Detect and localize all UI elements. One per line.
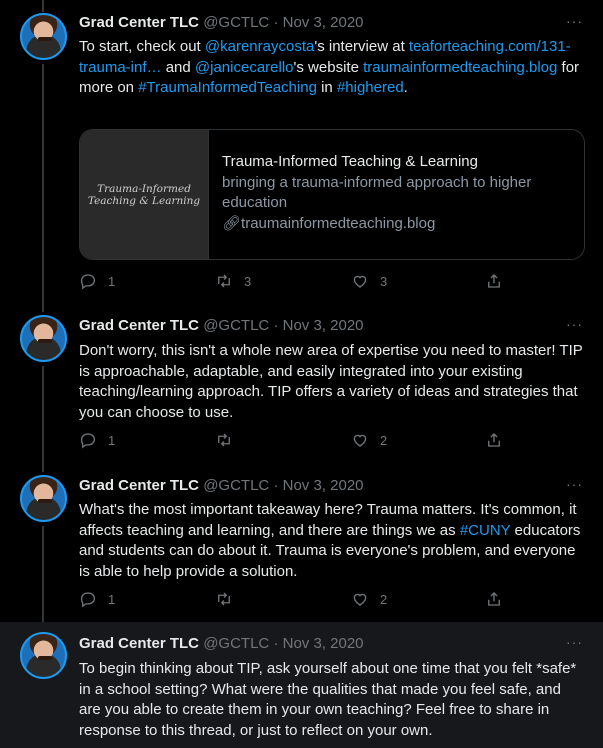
text-segment: in (316, 79, 337, 96)
reply-count: 1 (108, 591, 116, 607)
tweet[interactable] (0, 0, 603, 312)
hashtag-link[interactable]: #highered (336, 79, 404, 96)
avatar[interactable] (20, 13, 67, 60)
retweet-button[interactable] (215, 431, 244, 449)
reply-count: 1 (108, 273, 116, 289)
hashtag-link[interactable]: #TraumaInformedTeaching (138, 79, 317, 96)
share-icon (485, 431, 503, 449)
tweet-header (79, 476, 364, 496)
text-segment: educators and students can do about it. Trauma is everyone's problem, and everyone is able to help provide a solution. (79, 521, 581, 580)
hashtag-link[interactable]: #CUNY (459, 521, 511, 539)
url-link[interactable]: traumainformedteaching.blog (363, 58, 558, 76)
card-description: bringing a trauma-informed approach to higher education (222, 173, 532, 211)
tweet-date[interactable]: Nov 3, 2020 (282, 477, 364, 494)
tweet-header (79, 316, 364, 336)
retweet-icon (215, 431, 233, 449)
text-segment: . (403, 79, 408, 96)
tweet[interactable] (0, 622, 603, 748)
card-url (222, 214, 572, 235)
retweet-button[interactable] (215, 272, 251, 290)
reply-button[interactable] (79, 431, 115, 449)
tweet-header (79, 634, 364, 654)
like-button[interactable] (351, 590, 387, 608)
author-handle[interactable]: @GCTLC (203, 317, 270, 334)
card-image (80, 130, 209, 259)
more-options-icon[interactable]: ··· (566, 634, 583, 650)
tweet-date[interactable]: Nov 3, 2020 (282, 14, 364, 31)
separator: · (273, 635, 279, 652)
text-segment: To start, check out (79, 38, 205, 55)
heart-icon (351, 590, 369, 608)
text-segment: 's website (293, 58, 364, 76)
avatar[interactable] (20, 475, 67, 522)
share-button[interactable] (485, 590, 503, 608)
mention-link[interactable]: @karenraycosta (204, 38, 315, 55)
separator: · (273, 317, 279, 334)
text-segment: 's interview at (314, 38, 409, 55)
heart-icon (351, 431, 369, 449)
tweet-text (79, 37, 584, 99)
retweet-button[interactable] (215, 590, 244, 608)
tweet-actions (79, 272, 509, 292)
mention-link[interactable]: @janicecarello (194, 58, 294, 76)
reply-count: 1 (108, 432, 116, 448)
retweet-icon (215, 590, 233, 608)
reply-icon (79, 431, 97, 449)
like-button[interactable] (351, 431, 387, 449)
link-preview-card[interactable] (79, 129, 585, 260)
avatar[interactable] (20, 632, 67, 679)
retweet-icon (215, 272, 233, 290)
tweet-date[interactable]: Nov 3, 2020 (282, 635, 364, 652)
reply-button[interactable] (79, 272, 115, 290)
text-segment: for more on (79, 58, 580, 96)
url-link[interactable]: teaforteaching.com/131-trauma-inf… (79, 38, 571, 76)
card-title: Trauma-Informed Teaching & Learning (222, 153, 478, 170)
text-segment: and (161, 58, 195, 76)
text-segment: What's the most important takeaway here? Trauma matters. It's common, it affects teaching and learning, and there are things we as (79, 501, 577, 539)
like-count: 3 (380, 273, 388, 289)
tweet[interactable] (0, 312, 603, 472)
author-handle[interactable]: @GCTLC (203, 635, 270, 652)
tweet-actions (79, 590, 509, 610)
tweet-text: Don't worry, this isn't a whole new area of expertise you need to master! TIP is approachable, adaptable, and easily integrated into your existing teaching/learning approach. TIP offers a variety of ideas and strategies that you can choose to use. (79, 342, 583, 421)
author-handle[interactable]: @GCTLC (203, 14, 270, 31)
author-name[interactable]: Grad Center TLC (79, 635, 200, 652)
separator: · (273, 14, 279, 31)
avatar[interactable] (20, 315, 67, 362)
card-url-text: traumainformedteaching.blog (241, 214, 436, 232)
author-handle[interactable]: @GCTLC (203, 477, 270, 494)
more-options-icon[interactable]: ··· (566, 476, 583, 492)
heart-icon (351, 272, 369, 290)
link-icon: 🔗︎ (222, 214, 242, 232)
card-image-text: Trauma-Informed Teaching & Learning (87, 182, 201, 207)
tweet-header (79, 13, 364, 33)
author-name[interactable]: Grad Center TLC (79, 317, 200, 334)
more-options-icon[interactable]: ··· (566, 13, 583, 29)
share-button[interactable] (485, 272, 503, 290)
tweet-date[interactable]: Nov 3, 2020 (282, 317, 364, 334)
reply-icon (79, 272, 97, 290)
like-count: 2 (380, 591, 388, 607)
share-icon (485, 590, 503, 608)
like-button[interactable] (351, 272, 387, 290)
author-name[interactable]: Grad Center TLC (79, 477, 200, 494)
tweet[interactable] (0, 472, 603, 622)
reply-icon (79, 590, 97, 608)
tweet-text: To begin thinking about TIP, ask yourself about one time that you felt *safe* in a school setting? What were the qualities that made you feel safe, and are you able to create them in your own teaching? Feel free to share in response to this thread, or just to reflect on your own. (79, 660, 577, 739)
tweet-text (79, 500, 584, 582)
card-text (222, 152, 572, 234)
author-name[interactable]: Grad Center TLC (79, 14, 200, 31)
more-options-icon[interactable]: ··· (566, 316, 583, 332)
share-icon (485, 272, 503, 290)
reply-button[interactable] (79, 590, 115, 608)
like-count: 2 (380, 432, 388, 448)
share-button[interactable] (485, 431, 503, 449)
separator: · (273, 477, 279, 494)
tweet-actions (79, 431, 509, 451)
retweet-count: 3 (244, 273, 252, 289)
